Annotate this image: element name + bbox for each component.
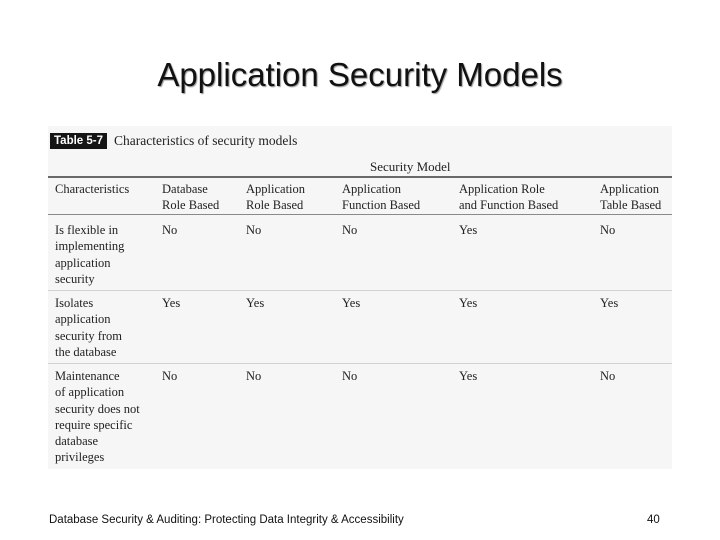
table-cell: Yes bbox=[459, 369, 478, 383]
group-header: Security Model bbox=[370, 159, 451, 174]
group-rule bbox=[48, 176, 672, 178]
table-cell: No bbox=[162, 223, 178, 237]
column-header: Application Role and Function Based bbox=[459, 182, 559, 213]
row-characteristic: Isolates application security from the database bbox=[55, 296, 122, 359]
table-cell: Yes bbox=[162, 296, 181, 310]
table-label: Table 5-7 bbox=[50, 133, 107, 149]
row-divider bbox=[48, 363, 672, 364]
table-cell: Yes bbox=[459, 223, 478, 237]
table-cell: No bbox=[246, 369, 262, 383]
row-characteristic: Maintenance of application security does not require specific database privileges bbox=[55, 369, 140, 465]
column-header: Characteristics bbox=[55, 182, 130, 196]
column-header: Application Function Based bbox=[342, 182, 421, 213]
table-cell: No bbox=[342, 369, 358, 383]
row-divider bbox=[48, 290, 672, 291]
table-cell: No bbox=[600, 369, 616, 383]
page-number: 40 bbox=[647, 514, 660, 526]
table-cell: No bbox=[162, 369, 178, 383]
table-cell: Yes bbox=[246, 296, 265, 310]
column-header: Database Role Based bbox=[162, 182, 220, 213]
table-caption bbox=[50, 132, 297, 150]
table-cell: No bbox=[600, 223, 616, 237]
slide-title: Application Security Models bbox=[157, 56, 563, 93]
header-rule bbox=[48, 214, 672, 215]
column-header: Application Table Based bbox=[600, 182, 662, 213]
security-models-table bbox=[48, 126, 672, 469]
table-cell: Yes bbox=[600, 296, 619, 310]
table-cell: Yes bbox=[459, 296, 478, 310]
table-cell: Yes bbox=[342, 296, 361, 310]
column-header: Application Role Based bbox=[246, 182, 306, 213]
footer-text: Database Security & Auditing: Protecting Data Integrity & Accessibility bbox=[49, 514, 404, 526]
row-characteristic: Is flexible in implementing application security bbox=[55, 223, 125, 286]
table-cell: No bbox=[342, 223, 358, 237]
table-cell: No bbox=[246, 223, 262, 237]
table-caption-text: Characteristics of security models bbox=[114, 133, 298, 148]
